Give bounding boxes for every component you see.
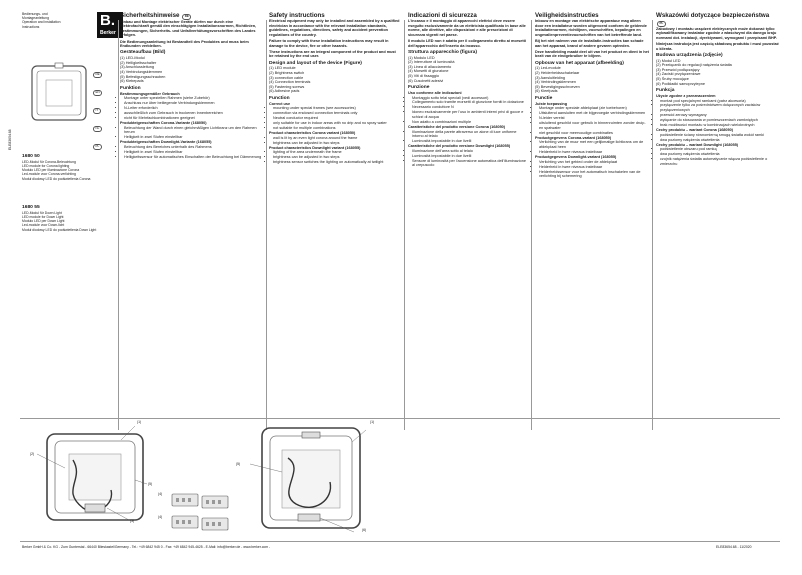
nl-corona-list [535, 140, 649, 154]
figure-label-1: (1) [137, 420, 142, 424]
en-use-list [269, 106, 401, 131]
it-use: • Necessario conduttore N [412, 105, 528, 110]
pl-section-function: Funkcja [656, 88, 675, 94]
footer-doc-code: ELE83654.68 - 11/2020 [716, 545, 752, 549]
de-corona-item: • Helligkeit in zwei Stufen einstellbar [124, 135, 263, 140]
nl-correct-use: Juiste toepassing [535, 101, 568, 106]
product-1-number: 1680 50 [22, 154, 40, 159]
en-downlight-list [269, 150, 401, 165]
it-downlight-heading: Caratteristiche del prodotto versione Downlight (168055) [408, 144, 511, 149]
nl-downlight-item: • Helderheidssensor voor het automatisch inschakelen van de verlichting bij schemering [539, 170, 649, 179]
product-2-line: Moduł diodowy LED do podświetlenia Down Light [22, 227, 97, 232]
code-en: EN [93, 90, 102, 96]
en-item: (5) Fastening screws [269, 84, 305, 89]
product-1-line: LED-Modul für Corona-Beleuchtung [22, 159, 76, 164]
en-corona-item: • wall is lit by an even light corona around the frame [273, 136, 401, 141]
it-use-list [408, 96, 528, 125]
nl-item: (6) Kleefpads [535, 89, 558, 94]
pl-item: (6) Podkładki samoprzylepne [656, 81, 705, 86]
nl-use-list [535, 106, 649, 135]
figure-corona [25, 420, 165, 538]
en-downlight-item: • brightness can be adjusted in two steps [273, 155, 401, 160]
nl-corona-item: • Helderheid in twee niveaus instelbaar [539, 150, 649, 155]
column-it [408, 12, 528, 168]
product-2 [22, 205, 117, 232]
it-safety-text: L'incasso e il montaggio di apparecchi elettrici deve essere eseguito esclusivamente da un elettricista qualificato in base alle norme, alle direttive, alle disposizioni e alle prescrizioni di sicurezza vigenti nel paese. [408, 19, 526, 37]
product-2-line: LED module for Down Light [22, 215, 64, 219]
it-item: (2) Interruttore di luminosità [408, 60, 455, 65]
de-badge: DE [182, 14, 191, 20]
en-item: (6) Adhesive pads [269, 89, 300, 94]
pl-downlight-item: • podświetlenie obszaru pod ramką [660, 147, 780, 152]
nl-item: (3) Aansluitleiding [535, 75, 565, 80]
pl-item: (5) Śruby mocujące [656, 76, 689, 81]
product-1-line: Moduł diodowy LED do podświetlenia Corona [22, 176, 91, 181]
footer-address: Berker GmbH & Co. KG - Zum Gunterstal - 66440 Blieskastel/Germany - Tel.: +49 6842 945 0 - Fax: +49 6842 945-4625 - E-Mail: info@berker.de - www.berker.com - [22, 545, 271, 549]
en-item: (3) connection cable [269, 75, 304, 80]
pl-use: • wyłącznie do stosowania w pomieszczeniach zamkniętych [660, 118, 780, 123]
nl-section-function: Functie [535, 95, 553, 101]
de-downlight-heading: Produkteigenschaften Downlight-Variante (168055) [120, 140, 212, 145]
figure-downlight [236, 420, 386, 538]
it-corona-item: • Luminosità impostabile in due livelli [412, 139, 528, 144]
code-pl: PL [93, 144, 102, 150]
nl-safety-text: Inbouw en montage van elektrische apparatuur mag alleen door een installateur worden uitgevoerd conform de geldende installatienormen, richtlijnen, voorschriften, bepalingen en ongevallenpreventievoorschriften van het betreffende land. [535, 19, 647, 37]
it-corona-heading: Caratteristiche del prodotto versione Corona (168050) [408, 125, 506, 130]
brand-letter: B. [100, 12, 115, 29]
de-item: (5) Befestigungsschrauben [120, 74, 166, 79]
de-safety-text: Einbau und Montage elektrischer Geräte dürfen nur durch eine Elektrofachkraft gemäß den einschlägigen Installationsnormen, Richtlinien, Bestimmungen, Sicherheits- und Unfallverhütungsvorschriften des Landes erfolgen. [120, 19, 257, 38]
de-downlight-list [120, 145, 263, 160]
pl-correct-use: Użycie zgodne z przeznaczeniem [656, 93, 716, 98]
en-downlight-item: • lighting of the area underneath the frame [273, 150, 401, 155]
figure-label-5b: (5) [236, 462, 241, 466]
it-downlight-item: • Sensore di luminosità per l'accensione automatica dell'illuminazione al crepuscolo [412, 159, 528, 168]
product-1-line: LED module for Corona lighting [22, 164, 70, 168]
en-downlight-item: • brightness sensor switches the lighting on automatically at twilight [273, 160, 401, 165]
en-item: (2) Brightness switch [269, 70, 305, 75]
code-de: DE [93, 72, 102, 78]
nl-item: (1) Led-module [535, 66, 561, 71]
column-de [120, 12, 263, 160]
en-use: • only suitable for use in indoor areas with no drip and no spray water [273, 121, 401, 126]
de-item: (4) Verbindungsklemmen [120, 69, 163, 74]
nl-downlight-item: • Helderheid in twee niveaus instelbaar [539, 165, 649, 170]
pl-use: • montaż pod specjalnymi ramkami (patrz akcesoria) [660, 99, 780, 104]
en-use: • Neutral conductor required [273, 116, 401, 121]
code-list [92, 62, 104, 152]
left-column [22, 12, 102, 29]
en-corona-list [269, 136, 401, 146]
nl-downlight-list [535, 160, 649, 179]
it-downlight-list [408, 149, 528, 168]
figure-label-5: (5) [148, 482, 153, 486]
de-section-design: Geräteaufbau (Bild) [120, 50, 166, 56]
de-downlight-item: • Beleuchtung des Bereiches unterhalb des Rahmens [124, 145, 263, 150]
column-divider [531, 20, 532, 430]
it-item: (3) Linea di allacciamento [408, 64, 452, 69]
nl-safety-text-2: Bij het niet naleven van de installatie-instructies kan schade aan het apparaat, brand of andere gevaren optreden. [535, 38, 644, 48]
it-corona-item: • Illuminazione della parete attraverso un alone di luce uniforme intorno al telaio [412, 130, 528, 139]
pl-use: • brak możliwości montażu w kombinacjach wielokrotnych [660, 123, 780, 128]
nl-use: • Montage onder speciale afdekplaat (zie toebehoren) [539, 106, 649, 111]
en-use: • not suitable for multiple combinations [273, 126, 401, 131]
doc-title-2: Montageanleitung [22, 16, 49, 21]
figure-label-1b: (1) [370, 420, 375, 424]
it-use: • Idoneo esclusivamente per l'uso in ambienti interni privi di gocce e schizzi di acqua [412, 110, 528, 119]
pl-corona-list [656, 133, 780, 143]
column-divider [404, 20, 405, 430]
nl-use: • N-leider vereist [539, 116, 649, 121]
code-it: IT [93, 108, 101, 114]
de-use: • N-Leiter erforderlich [124, 106, 263, 111]
de-item: (6) Klebepads [120, 79, 144, 84]
en-corona-item: • brightness can be adjusted in two steps [273, 141, 401, 146]
en-downlight-heading: Product characteristics Downlight variant (168055) [269, 145, 361, 150]
en-heading: Safety instructions [269, 12, 325, 19]
figure-label-3: (3) [130, 519, 135, 523]
figure-top-rule [20, 418, 780, 419]
de-downlight-item: • Helligkeit in zwei Stufen einstellbar [124, 150, 263, 155]
pl-item: (4) Zaciski przyłączeniowe [656, 72, 701, 77]
product-2-line: LED-Modul für Down Light [22, 210, 62, 215]
product-1 [22, 154, 117, 181]
it-correct-use: Uso conforme alle indicazioni [408, 90, 462, 95]
side-code: ELE83654.68 [8, 129, 12, 150]
de-corona-list [120, 126, 263, 140]
it-use: • Montaggio sotto telai speciali (vedi accessori) [412, 96, 528, 101]
pl-item: (2) Przełącznik do regulacji natężenia światła [656, 63, 732, 68]
product-2-line: Led-module voor Down-licht [22, 223, 65, 228]
de-downlight-item: • Helligkeitssensor für automatisches Einschalten der Beleuchtung bei Dämmerung [124, 155, 263, 160]
en-use: • connection via enclosed connection terminals only [273, 111, 401, 116]
column-nl [535, 12, 649, 179]
nl-corona-item: • Verlichting van de muur met een gelijkmatige lichtkrans om de afdekplaat heen [539, 140, 649, 149]
en-safety-text-3: These instructions are an integral component of the product and must be retained by the end user. [269, 49, 396, 59]
product-1-line: Modulo LED per illuminazione Corona [22, 168, 80, 173]
nl-item: (4) Verbindingsklemmen [535, 80, 576, 85]
it-heading: Indicazioni di sicurezza [408, 12, 477, 19]
it-item: (5) Viti di fissaggio [408, 73, 439, 78]
it-item: (1) Modulo LED [408, 55, 435, 60]
column-pl [656, 12, 780, 167]
it-item: (6) Cuscinetti adesivi [408, 78, 444, 83]
pl-safety-text: Zabudowy i montażu urządzeń elektrycznych może dokonać tylko wykwalifikowany instalator zgodnie z właściwymi dla danego kraju normami dot. instalacji, dyrektywami, wymogami i przepisami BHP. [656, 26, 777, 40]
de-use: • Anschluss nur über beiliegende Verbindungsklemmen [124, 101, 263, 106]
module-sketch [30, 62, 90, 124]
de-correct-use: Bestimmungsgemäßer Gebrauch [120, 91, 180, 96]
pl-downlight-item: • czujnik natężenia światła automatycznie włącza podświetlenie o zmierzchu [660, 157, 780, 166]
it-section-function: Funzione [408, 85, 430, 91]
nl-item: (2) Helderheidsschakelaar [535, 70, 580, 75]
pl-item: (3) Przewód podłączający [656, 67, 700, 72]
product-2-line: Modulo LED per Down Light [22, 219, 65, 224]
it-downlight-item: • Illuminazione dell'area sotto al telaio [412, 149, 528, 154]
de-safety-text-2: Die Bedienungsanleitung ist Bestandteil des Produktes und muss beim Endkunden verbleiben. [120, 39, 249, 49]
de-use-list [120, 96, 263, 121]
en-safety-text-2: Failure to comply with these installation instructions may result in damage to the device, fire or other hazards. [269, 38, 389, 48]
it-corona-list [408, 130, 528, 144]
product-2-number: 1680 55 [22, 205, 40, 210]
terminal-blocks [168, 490, 236, 536]
doc-title-1: Bedienungs- und [22, 12, 48, 16]
en-item: (1) LED module [269, 66, 296, 71]
pl-use: • przyłączenie tylko za pośrednictwem dołączonych zacisków przyłączeniowych [660, 103, 780, 112]
it-use: • Collegamento solo tramite morsetti di giunzione forniti in dotazione [412, 100, 528, 105]
en-safety-text: Electrical equipment may only be installed and assembled by a qualified electrician in accordance with the relevant installation standards, guidelines, regulations, directives, safety and accident prevention regulations of the country. [269, 19, 400, 37]
pl-downlight-heading: Cechy produktu – wariant Downlight (168055) [656, 142, 739, 147]
code-nl: NL [93, 126, 102, 132]
nl-corona-heading: Productgegevens Corona-variant (168050) [535, 135, 612, 140]
pl-use-list [656, 99, 780, 128]
it-section-design: Struttura apparecchio (figura) [408, 49, 478, 55]
pl-safety-text-2: Niniejsza instrukcja jest częścią składową produktu i musi pozostać u klienta. [656, 41, 779, 51]
pl-downlight-item: • dwa poziomy natężenia oświetlenia [660, 152, 780, 157]
figure-label-4b: (4) [158, 515, 163, 519]
nl-heading: Veiligheidsinstructies [535, 12, 599, 19]
de-item: (3) Anschlussleitung [120, 65, 154, 70]
it-use: • Non adatto a combinazioni multiple [412, 120, 528, 125]
column-divider [652, 20, 653, 430]
en-corona-heading: Product characteristics Corona variant (168050) [269, 131, 356, 136]
pl-badge: PL [657, 21, 666, 27]
pl-corona-item: • podświetlenie ściany równomierną smugą światła wokół ramki [660, 133, 780, 138]
nl-safety-text-3: Deze handleiding maakt deel uit van het product en dient in het bezit van de eindgebruiker te blijven. [535, 49, 649, 59]
en-correct-use: Correct use [269, 101, 291, 106]
de-corona-heading: Produkteigenschaften Corona-Variante (168050) [120, 121, 207, 126]
nl-downlight-item: • Verlichting van het gebied onder de afdekplaat [539, 160, 649, 165]
en-use: • mounting under special frames (see accessories) [273, 106, 401, 111]
de-use: • ausschließlich zum Gebrauch in trockenen Innenbereichen [124, 111, 263, 116]
doc-title-3: Operation and installation [22, 20, 61, 25]
de-corona-item: • Beleuchtung der Wand durch einen gleichmäßigen Lichtkranz um den Rahmen herum [124, 126, 263, 135]
column-divider [266, 20, 267, 430]
de-heading: Sicherheitshinweise DE [120, 12, 263, 20]
doc-title-4: Instructions [22, 24, 40, 29]
pl-corona-heading: Cechy produktu – wariant Corona (168050) [656, 128, 734, 133]
nl-downlight-heading: Productgegevens Downlight-variant (168055) [535, 154, 617, 159]
en-section-function: Function [269, 95, 290, 101]
nl-use: • uitsluitend geschikt voor gebruik in binnenruimten zonder druip- en spatwater [539, 121, 649, 130]
de-item: (1) LED-Modul [120, 56, 145, 61]
de-use: • nicht für Mehrfachkombinationen geeignet [124, 116, 263, 121]
column-en [269, 12, 401, 165]
figure-label-4: (4) [158, 492, 163, 496]
pl-heading: Wskazówki dotyczące bezpieczeństwa PL [656, 12, 770, 25]
figure-label-2: (2) [30, 452, 35, 456]
de-item: (2) Helligkeitsschalter [120, 60, 157, 65]
pl-corona-item: • dwa poziomy natężenia oświetlenia [660, 138, 780, 143]
it-downlight-item: • Luminosità impostabile in due livelli [412, 154, 528, 159]
product-1-line: Led-module voor Corona-verlichting [22, 172, 76, 177]
it-safety-text-2: Il modulo LED non è adatto per il collegamento diretto ai morsetti dell'apparecchio dell'inserto da incasso. [408, 38, 526, 48]
brand-name: Berker [100, 30, 116, 36]
it-item: (4) Morsetti di giunzione [408, 69, 449, 74]
column-divider [118, 20, 119, 430]
figure-label-6: (6) [362, 528, 367, 532]
en-section-design: Design and layout of the device (Figure) [269, 60, 362, 66]
nl-item: (5) Bevestigingsschroeven [535, 84, 580, 89]
nl-use: • Uitsluitend aansluiten met de bijgevoegde verbindingsklemmen [539, 111, 649, 116]
pl-use: • przewód zerowy wymagany [660, 113, 780, 118]
de-use: • Montage unter speziellen Rahmen (siehe Zubehör) [124, 96, 263, 101]
nl-use: • niet geschikt voor meervoudige combinaties [539, 131, 649, 136]
en-item: (4) Connection terminals [269, 80, 311, 85]
footer-rule [20, 541, 780, 542]
pl-downlight-list [656, 147, 780, 166]
pl-item: (1) Moduł LED [656, 58, 681, 63]
pl-section-design: Budowa urządzenia (zdjęcie) [656, 52, 723, 58]
nl-section-design: Opbouw van het apparaat (afbeelding) [535, 60, 624, 66]
de-section-function: Funktion [120, 85, 141, 91]
